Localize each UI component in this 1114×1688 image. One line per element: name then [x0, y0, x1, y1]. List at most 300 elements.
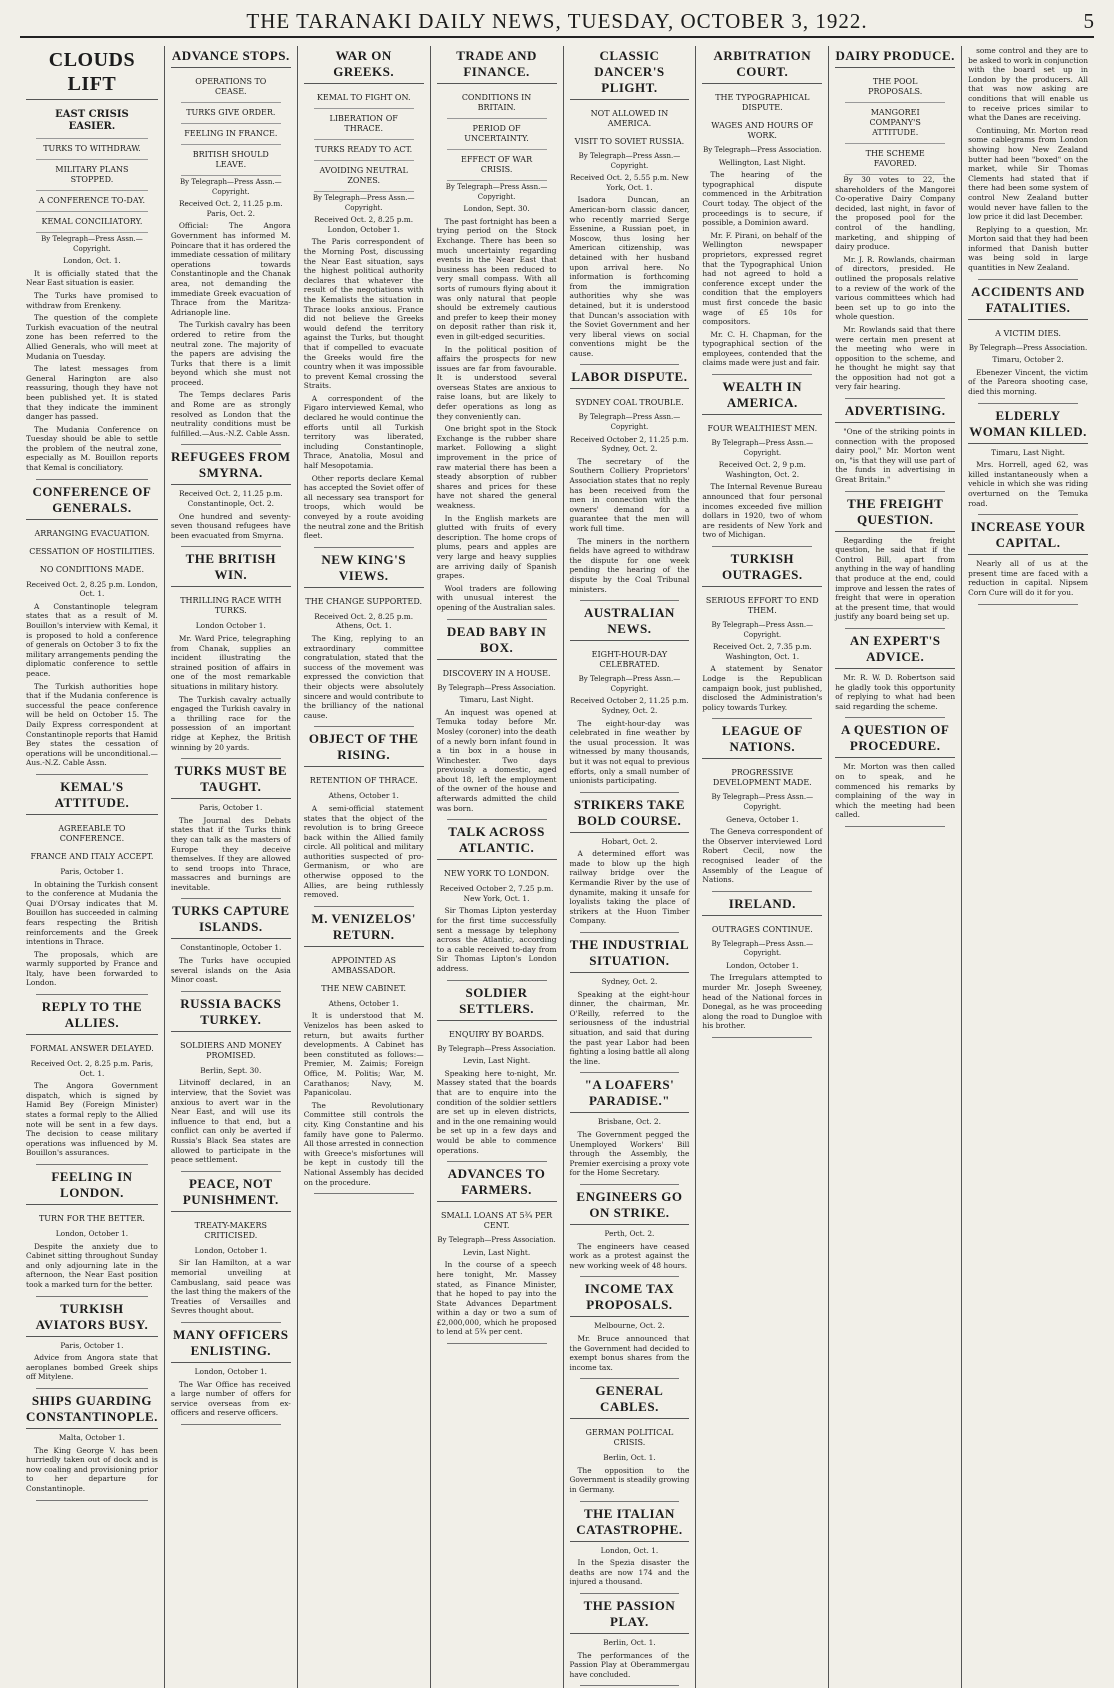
article [968, 46, 1088, 273]
article-headline: TURKISH AVIATORS BUSY. [26, 1299, 158, 1337]
article-paragraph: "One of the striking points in connection with the proposed dairy pool," Mr. Morton went on, "is that they will use part of the funds in advertising in Great Britain." [835, 427, 956, 485]
columns-grid [20, 46, 1094, 1679]
article [437, 822, 557, 973]
article-divider [712, 1037, 812, 1038]
article [26, 997, 158, 1158]
article-deck: THE SCHEME FAVORED. [845, 144, 945, 175]
article-byline: By Telegraph—Press Association. [437, 1236, 556, 1245]
column-8 [961, 46, 1094, 1688]
article-headline: AN EXPERT'S ADVICE. [835, 631, 955, 669]
article [171, 994, 291, 1165]
article-deck: THE TYPOGRAPHICAL DISPUTE. [715, 93, 810, 112]
article-divider [978, 604, 1078, 605]
article-deck: PERIOD OF UNCERTAINTY. [447, 119, 547, 150]
article-deck: KEMAL TO FIGHT ON. [314, 88, 414, 109]
article-divider [36, 774, 148, 775]
article-headline: A QUESTION OF PROCEDURE. [835, 720, 955, 758]
article [171, 447, 291, 540]
article-divider [712, 374, 812, 375]
article-dateline: Paris, October 1. [60, 1340, 124, 1350]
article-divider [580, 1378, 680, 1379]
article-headline: THE PASSION PLAY. [570, 1596, 690, 1634]
article [171, 901, 291, 984]
article-deck: ARRANGING EVACUATION. [34, 528, 150, 538]
article-headline: TURKS MUST BE TAUGHT. [171, 761, 291, 799]
article-paragraph: One hundred and seventy-seven thousand refugees have been evacuated from Smyrna. [170, 511, 291, 540]
article-dateline: Berlin, Oct. 1. [603, 1638, 656, 1648]
article-headline: THE BRITISH WIN. [171, 549, 291, 587]
article-dateline: Paris, October 1. [199, 803, 263, 813]
article-deck: SERIOUS EFFORT TO END THEM. [705, 596, 819, 615]
article-headline: DAIRY PRODUCE. [835, 46, 955, 68]
article-divider [580, 1501, 680, 1502]
article [570, 795, 690, 926]
article-paragraph: The King, replying to an extraordinary committee congratulation, stated that the success of the movement was expressed the conviction that their objects were absolutely sincere and would contribute to the brilliancy of the national cause. [303, 633, 424, 720]
article-deck: WAGES AND HOURS OF WORK. [711, 121, 814, 140]
article-headline: TURKS CAPTURE ISLANDS. [171, 901, 291, 939]
article-paragraph: The latest messages from General Harington are also reassuring, though they have not been published yet. It is stated that they indicate the imminent danger has passed. [26, 364, 158, 422]
article [26, 1299, 158, 1382]
article-divider [712, 718, 812, 719]
article-dateline: Sydney, Oct. 2. [601, 977, 658, 987]
article-byline: By Telegraph—Press Assn.—Copyright. [711, 621, 814, 639]
article-headline: INCREASE YOUR CAPITAL. [968, 517, 1088, 555]
article-dateline: London, October 1. [194, 1245, 268, 1255]
article-paragraph: The miners in the northern fields have agreed to withdraw the dispute for one week pending the hearing of the dispute by the Coal Tribunal ministers. [569, 536, 690, 594]
article-paragraph: Regarding the freight question, he said that if the Control Bill, apart from anything in the way of handling that produce at the end, could improve and lessen the rates of freight that were in operation at the present time, that would justify any board being set up. [835, 535, 956, 622]
article-headline: STRIKERS TAKE BOLD COURSE. [570, 795, 690, 833]
article [26, 1391, 158, 1494]
article [702, 894, 822, 1031]
article-paragraph: In the course of a speech here tonight, Mr. Massey stated, as Finance Minister, that he hoped to pay into the State Advances Department within a day or two a sum of £2,000,000, which he proposed to lend at 5¾ per cent. [436, 1260, 557, 1337]
article [835, 401, 955, 485]
article [171, 1174, 291, 1316]
article-deck: AGREEABLE TO CONFERENCE. [58, 823, 126, 843]
article-headline: AUSTRALIAN NEWS. [570, 603, 690, 641]
article-paragraph: Mr. F. Pirani, on behalf of the Wellington newspaper proprietors, expressed regret that the Typographical Union had not agreed to hold a conference except under the condition that the employers must first concede the basic wage of £5 10s for compositors. [702, 230, 823, 327]
article [968, 406, 1088, 509]
article-headline: WEALTH IN AMERICA. [702, 377, 822, 415]
article-divider [181, 1171, 281, 1172]
article-deck: AVOIDING NEUTRAL ZONES. [314, 161, 414, 192]
article-headline: CLASSIC DANCER'S PLIGHT. [570, 46, 690, 100]
article-dateline: Received October 2, 11.25 p.m. Sydney, Oct. 2. [570, 696, 689, 715]
article-paragraph: One bright spot in the Stock Exchange is the rubber share market. Following a slight improvement in the price of raw material there has been a steady absorption of rubber shares and prices for these have not shared the general weakness. [436, 424, 557, 510]
article-headline: SOLDIER SETTLERS. [437, 983, 557, 1021]
article-headline: THE ITALIAN CATASTROPHE. [570, 1504, 690, 1542]
article-deck: GERMAN POLITICAL CRISIS. [585, 1428, 674, 1448]
article-divider [845, 826, 945, 827]
article-dateline: London, October 1. [55, 1229, 129, 1238]
article-divider [580, 1685, 680, 1686]
article [304, 909, 424, 1187]
article-deck: SYDNEY COAL TROUBLE. [575, 398, 684, 408]
article-dateline: Constantinople, October 1. [180, 943, 282, 953]
column-6 [695, 46, 828, 1688]
article-headline: TURKISH OUTRAGES. [702, 549, 822, 587]
article-paragraph: The performances of the Passion Play at Oberammergau have concluded. [569, 1650, 690, 1679]
article-paragraph: A determined effort was made to blow up the high railway bridge over the Kermandie River by the use of dynamite, making it unsafe for loyalists taking the place of strikers at the Huon Timber Company. [569, 849, 690, 926]
article-headline: THE INDUSTRIAL SITUATION. [570, 935, 690, 973]
article-dateline: Levin, Last Night. [462, 1247, 531, 1257]
article-paragraph: An inquest was opened at Temuka today before Mr. Mosley (coroner) into the death of a newly born infant found in a tin box in a house in Winchester. Two days previously a domestic, aged about 18, left the employment of the owner of the house and afterwards admitted the child was born. [436, 707, 557, 813]
article-dateline: London, Sept. 30. [463, 204, 530, 214]
article-divider [447, 819, 547, 820]
article-divider [580, 1072, 680, 1073]
article-paragraph: The Paris correspondent of the Morning Post, discussing the Near East situation, says the highest political authority declares that whatever the result of the negotiations with the Kemalists the situation in Thrace looks anxious. France did not believe the Greeks would defend the territory against the Turks, but thought that if compelled to evacuate the Greeks would fire the country when it was impossible to prevent Kemal crossing the Straits. [303, 237, 424, 391]
article-headline: "A LOAFERS' PARADISE." [570, 1075, 690, 1113]
article-dateline: Received Oct. 2, 8.25 p.m. Athens, Oct. 1. [314, 611, 414, 631]
article-divider [36, 1164, 148, 1165]
article [835, 631, 955, 711]
article-dateline: Berlin, Oct. 1. [603, 1453, 656, 1463]
article-headline: CLOUDS LIFT [26, 46, 158, 100]
article-dateline: Levin, Last Night. [462, 1056, 531, 1066]
article-paragraph: Continuing, Mr. Morton read some cablegrams from London showing how New Zealand butter had been "boxed" on the market, while Sir Thomas Clements had stated that if there had been some system of control New Zealand butter would never have fallen to the low price it did last December. [968, 125, 1088, 222]
article-divider [712, 891, 812, 892]
article [26, 777, 158, 988]
article-deck: CONDITIONS IN BRITAIN. [447, 88, 547, 119]
article-divider [181, 1322, 281, 1323]
article [702, 377, 822, 540]
article-deck: NOT ALLOWED IN AMERICA. [590, 109, 669, 128]
article-dateline: Received Oct. 2, 9 p.m. Washington, Oct. 2. [718, 460, 806, 479]
article-deck: OPERATIONS TO CEASE. [181, 72, 281, 103]
article [304, 729, 424, 900]
article-dateline: Received Oct. 2, 11.25 p.m. Constantinople, Oct. 2. [178, 489, 283, 509]
article-divider [36, 1388, 148, 1389]
article-headline: INCOME TAX PROPOSALS. [570, 1279, 690, 1317]
article-deck: FORMAL ANSWER DELAYED. [30, 1044, 154, 1054]
article-paragraph: Mr. R. W. D. Robertson said he gladly took this opportunity of replying to what had been said regarding the scheme. [835, 672, 956, 711]
article-byline: By Telegraph—Press Assn.—Copyright. [41, 235, 143, 253]
article [570, 46, 690, 358]
article-paragraph: Replying to a question, Mr. Morton said that they had been informed that Danish butter was being sold in large quantities in New Zealand. [968, 224, 1088, 273]
article-deck: DISCOVERY IN A HOUSE. [442, 668, 551, 678]
article-byline: By Telegraph—Press Assn.—Copyright. [445, 183, 548, 201]
article-headline: TALK ACROSS ATLANTIC. [437, 822, 557, 860]
article-dateline: Received Oct. 2, 8.25 p.m. Paris, Oct. 1. [30, 1059, 154, 1078]
article-headline: IRELAND. [702, 894, 822, 916]
article-paragraph: Nearly all of us at the present time are faced with a reduction in capital. Nipsem Corn Cure will do it for you. [968, 559, 1088, 597]
article-dateline: Malta, October 1. [58, 1432, 125, 1442]
article-dateline: Timaru, Last Night. [459, 695, 534, 705]
article-paragraph: Mr. Rowlands said that there were certain men present at the meeting who were in opposition to the scheme, and he thought he might say that the opposition had not got a very fair hearing. [835, 324, 956, 392]
article-divider [181, 546, 281, 547]
article-deck: APPOINTED AS AMBASSADOR. [331, 955, 397, 975]
article-paragraph: It is understood that M. Venizelos has been asked to return, but awaits further developments. A Cabinet has been constituted as follows:—Premier, M. Zaimis; Foreign Office, M. Politis; War, M. Carathanos; Navy, M. Papanicolau. [303, 1011, 424, 1098]
article-headline: PEACE, NOT PUNISHMENT. [171, 1174, 291, 1212]
article-headline: ADVANCES TO FARMERS. [437, 1164, 557, 1202]
article [968, 282, 1088, 397]
article-headline: MANY OFFICERS ENLISTING. [171, 1325, 291, 1363]
article-byline: By Telegraph—Press Assn.—Copyright. [711, 939, 814, 958]
article-paragraph: Mr. Bruce announced that the Government had decided to exempt bonus shares from the income tax. [569, 1333, 690, 1372]
article-dateline: Hobart, Oct. 2. [601, 836, 658, 846]
article-deck: A VICTIM DIES. [995, 328, 1061, 338]
article-paragraph: Mr. Morton was then called on to speak, and he commenced his remarks by complaining of the way in which the meeting had been called. [835, 762, 956, 820]
article-divider [580, 364, 680, 365]
article [171, 46, 291, 438]
article-deck: EFFECT OF WAR CRISIS. [447, 150, 547, 181]
article-paragraph: The Turkish authorities hope that if the Mudania conference is successful the peace conference will be held on October 15. The Daily Express correspondent at Constantinople reports that Hamid Bey states the cessation of operations will be unconditional.—Aus.-N.Z. Cable Assn. [26, 681, 158, 768]
article-deck: TURN FOR THE BETTER. [38, 1214, 145, 1223]
article-paragraph: The Internal Revenue Bureau announced that four personal incomes exceeded five million dollars in 1920, two of whom are residents of New York and two of Michigan. [702, 482, 823, 540]
column-5 [563, 46, 696, 1688]
article [437, 983, 557, 1156]
article [26, 1167, 158, 1290]
article [171, 761, 291, 892]
article-byline: By Telegraph—Press Association. [703, 146, 822, 154]
article-divider [36, 1500, 148, 1501]
article-dateline: Received Oct. 2, 11.25 p.m. Paris, Oct. 2. [178, 199, 283, 218]
article-divider [181, 1424, 281, 1425]
article-paragraph: Official: The Angora Government has informed M. Poincare that it has ordered the immediate cessation of military operations towards Constantinople and the Chanak area, not demanding the immediate Greek evacuation of Thrace from the Maritza-Adrianople line. [170, 221, 291, 317]
article-dateline: London, Oct. 1. [63, 256, 121, 266]
article-divider [314, 1193, 414, 1194]
article-paragraph: Mr. J. R. Rowlands, chairman of directors, presided. He outlined the proposals relative to a review of the work of the various committees which had been set up to go into the whole question. [835, 254, 956, 322]
article-deck: NO CONDITIONS MADE. [39, 564, 145, 574]
article-deck: EAST CRISIS EASIER. [36, 104, 148, 139]
article-divider [447, 1161, 547, 1162]
article-dateline: Perth, Oct. 2. [604, 1228, 655, 1238]
article [570, 1187, 690, 1270]
article-paragraph: The Irregulars attempted to murder Mr. Joseph Sweeney, head of the National forces in Donegal, as he was proceeding along the road to Dungloe with his brother. [702, 973, 823, 1031]
article-headline: RUSSIA BACKS TURKEY. [171, 994, 291, 1032]
article-paragraph: Mr. C. H. Chapman, for the typographical section of the employees, contended that the claims made were just and fair. [702, 329, 823, 368]
article-paragraph: In obtaining the Turkish consent to the conference at Mudania the Quai D'Orsay indicates that M. Bouillon has succeeded in calming fears respecting the British reinforcements and the Greek intentions in Thrace. [26, 879, 158, 947]
article-paragraph: The Mudania Conference on Tuesday should be able to settle the problem of the neutral zone, especially as M. Bouillon reports that Kemal is conciliatory. [26, 424, 158, 473]
article-dateline: Athens, October 1. [328, 998, 399, 1008]
article-deck: THRILLING RACE WITH TURKS. [180, 596, 282, 616]
article-divider [580, 1593, 680, 1594]
article-dateline: Received Oct. 2, 5.55 p.m. New York, Oct. 1. [570, 173, 689, 192]
article-paragraph: A correspondent of the Figaro interviewed Kemal, who declared he would continue the efforts until all Turkish territory was liberated, including Constantinople, Thrace, Anatolia, Mosul and half Mesopotamia. [303, 393, 424, 471]
article-deck: ENQUIRY BY BOARDS. [449, 1029, 545, 1039]
article-dateline: London, Oct. 1. [600, 1545, 659, 1555]
article-deck: FRANCE AND ITALY ACCEPT. [30, 851, 154, 861]
column-3 [297, 46, 430, 1688]
article-dateline: London October 1. [195, 621, 266, 631]
article-headline: NEW KING'S VIEWS. [304, 550, 424, 588]
article-dateline: Paris, October 1. [60, 866, 124, 876]
article [570, 1596, 690, 1679]
article-divider [978, 514, 1078, 515]
article-headline: FEELING IN LONDON. [26, 1167, 158, 1205]
article-dateline: Timaru, Last Night. [991, 447, 1065, 457]
article-headline: LEAGUE OF NATIONS. [702, 721, 822, 759]
article-divider [181, 444, 281, 445]
article-deck: TURKS TO WITHDRAW. [36, 139, 148, 160]
article [835, 46, 955, 392]
article [570, 935, 690, 1066]
article-paragraph: The Turkish cavalry has been ordered to retire from the neutral zone. The majority of the papers are advising the Turks that there is a limit beyond which she must not proceed. [170, 320, 291, 387]
article-divider [314, 726, 414, 727]
article-paragraph: The question of the complete Turkish evacuation of the neutral zone has been referred to the Allied Generals, who will meet at Mudania on Tuesday. [26, 313, 158, 361]
article-deck: TURKS GIVE ORDER. [181, 103, 281, 124]
article-deck: A CONFERENCE TO-DAY. [36, 191, 148, 212]
article-deck: TREATY-MAKERS CRITICISED. [194, 1220, 267, 1240]
article [702, 721, 822, 884]
article-paragraph: Sir Thomas Lipton yesterday for the first time successfully sent a message by telephony across the Atlantic, according to a cable received to-day from Sir Thomas Lipton's London address. [436, 906, 557, 973]
article [437, 46, 557, 613]
article-paragraph: The Geneva correspondent of the Observer interviewed Lord Robert Cecil, now the recognised leader of the Assembly of the League of Nations. [702, 827, 823, 885]
article-deck: TURKS READY TO ACT. [314, 140, 414, 161]
article-divider [36, 479, 148, 480]
article [304, 550, 424, 721]
article-dateline: Athens, October 1. [328, 791, 399, 801]
article-paragraph: The opposition to the Government is steadily growing in Germany. [569, 1465, 690, 1495]
article-dateline: Berlin, Sept. 30. [200, 1065, 262, 1075]
article-dateline: Received October 2, 11.25 p.m. Sydney, Oct. 2. [570, 434, 689, 454]
article-deck: RETENTION OF THRACE. [309, 776, 418, 786]
article-byline: By Telegraph—Press Association. [437, 1044, 556, 1053]
article-divider [712, 546, 812, 547]
article [570, 1075, 690, 1178]
article-headline: REPLY TO THE ALLIES. [26, 997, 158, 1035]
article-deck: MILITARY PLANS STOPPED. [36, 160, 148, 191]
article-deck: EIGHT-HOUR-DAY CELEBRATED. [591, 650, 668, 670]
article-paragraph: The Angora Government dispatch, which is signed by Hamid Bey (Foreign Minister) states a formal reply to the Allied note will be sent in a few days. The decision to cease military operations was influenced by M. Bouillon's assurances. [26, 1081, 158, 1158]
article-deck: THE CHANGE SUPPORTED. [305, 596, 422, 606]
article [570, 367, 690, 594]
article [570, 1381, 690, 1494]
article-paragraph: The engineers have ceased work as a protest against the new working week of 48 hours. [569, 1241, 690, 1270]
article-paragraph: Litvinoff declared, in an interview, that the Soviet was anxious to avert war in the Near East, and will use its influence to that end, but a conflict can only be averted if Russia's Black Sea states are allowed to participate in the peace settlement. [170, 1078, 291, 1165]
article-divider [36, 1296, 148, 1297]
article-paragraph: In the English markets are glutted with fruits of every description. The home crops of plums, pears and apples are very large and heavy supplies are arriving daily of Spanish grapes. [436, 513, 557, 581]
article [437, 1164, 557, 1337]
article-headline: WAR ON GREEKS. [304, 46, 424, 84]
article-headline: ACCIDENTS AND FATALITIES. [968, 282, 1088, 320]
article-byline: By Telegraph—Press Association. [968, 343, 1088, 352]
column-2 [164, 46, 297, 1688]
article-headline: ADVERTISING. [835, 401, 955, 423]
article-paragraph: Speaking at the eight-hour dinner, the chairman, Mr. O'Reilly, referred to the seriousness of the industrial situation, and said that during the past year Labor had been fighting a losing battle all along the line. [569, 989, 690, 1066]
article-paragraph: Despite the anxiety due to Cabinet sitting throughout Sunday and only adjourning late in the afternoon, the Near East position took a marked turn for the better. [26, 1241, 158, 1289]
article-paragraph: It is officially stated that the Near East situation is easier. [26, 268, 158, 288]
article-byline: By Telegraph—Press Assn.—Copyright. [312, 194, 415, 212]
article-paragraph: some control and they are to be asked to work in conjunction with the board set up in London by the producers. All that was now asking are conditions that will enable us to receive prices similar to what the Danes are receiving. [968, 46, 1088, 123]
article-deck: FOUR WEALTHIEST MEN. [707, 424, 818, 434]
article-deck: NEW YORK TO LONDON. [443, 869, 550, 879]
article-deck: FEELING IN FRANCE. [181, 124, 281, 145]
article-divider [978, 403, 1078, 404]
article-dateline: London, October 1. [194, 1366, 268, 1376]
column-7 [828, 46, 961, 1688]
article-byline: By Telegraph—Press Assn.—Copyright. [711, 793, 814, 811]
article-headline: ADVANCE STOPS. [171, 46, 291, 68]
article-paragraph: Advice from Angora state that aeroplanes bombed Greek ships off Mitylene. [26, 1353, 158, 1382]
article-headline: ENGINEERS GO ON STRIKE. [570, 1187, 690, 1225]
article-paragraph: Wool traders are following with unusual interest the opening of the Australian sales. [436, 583, 557, 612]
article-divider [978, 279, 1078, 280]
article-divider [580, 792, 680, 793]
article-headline: THE FREIGHT QUESTION. [835, 494, 955, 532]
article-headline: M. VENIZELOS' RETURN. [304, 909, 424, 947]
article-dateline: Wellington, Last Night. [718, 157, 806, 167]
article-paragraph: Ebenezer Vincent, the victim of the Pareora shooting case, died this morning. [968, 367, 1088, 397]
article-paragraph: The King George V. has been hurriedly taken out of dock and is now coaling and provisioning prior to her departure for Constantinople. [26, 1445, 158, 1493]
article [26, 482, 158, 768]
article-divider [181, 898, 281, 899]
article-deck: SOLDIERS AND MONEY PROMISED. [180, 1040, 282, 1060]
article [835, 720, 955, 820]
article-paragraph: Mr. Ward Price, telegraphing from Chanak, supplies an incident illustrating the strained position of affairs in one of the most remarkable situations in military history. [170, 634, 291, 691]
article-paragraph: The Turks have promised to withdraw from Erenkeny. [26, 290, 158, 310]
article-divider [845, 398, 945, 399]
article [968, 517, 1088, 597]
article [570, 603, 690, 786]
article-paragraph: The past fortnight has been a trying period on the Stock Exchange. There has been so much uncertainty regarding events in the Near East that business has been reduced to very small compass. With all sorts of rumours flying about it was only natural that people should be extremely cautious and prefer to keep their money on deposit rather than risk it, even in gilt-edged securities. [436, 216, 557, 341]
article-dateline: Received October 2, 7.25 p.m. New York, Oct. 1. [439, 884, 554, 903]
article-byline: By Telegraph—Press Assn.—Copyright. [578, 675, 681, 693]
article-headline: SHIPS GUARDING CONSTANTINOPLE. [26, 1391, 158, 1429]
article-dateline: Timaru, October 2. [992, 355, 1064, 365]
article-paragraph: Mrs. Horrell, aged 62, was killed instantaneously when a vehicle in which she was riding overturned on the Temuka road. [968, 460, 1088, 508]
article-divider [580, 1184, 680, 1185]
article-divider [314, 547, 414, 548]
article-paragraph: The eight-hour-day was celebrated in fine weather by the usual procession. It was witnessed by many thousands, but it was not equal to previous efforts, only a small number of unionists participating. [569, 718, 690, 786]
article-paragraph: The Turkish cavalry actually engaged the Turkish cavalry in a thrilling race for the possession of an important ridge at Kephez, the British winning by 20 yards. [170, 694, 291, 752]
article-divider [580, 932, 680, 933]
article-paragraph: Isadora Duncan, an American-born classic dancer, who recently married Serge Essenine, a Russian poet, in Moscow, thus losing her American citizenship, was detained with her husband upon arrival here. No information is forthcoming from the immigration authorities why she was detained, but it is understood that Duncan's association with the Soviet Government and her very liberal views on social conventions might be the cause. [569, 195, 690, 358]
article-dateline: Received Oct. 2, 8.25 p.m. London, October 1. [314, 215, 414, 234]
article [702, 549, 822, 712]
article [26, 46, 158, 473]
article-paragraph: The Turks have occupied several islands on the Asia Minor coast. [170, 956, 291, 985]
article [570, 1504, 690, 1587]
article-headline: ARBITRATION COURT. [702, 46, 822, 84]
masthead-title: THE TARANAKI DAILY NEWS, TUESDAY, OCTOBER 3, 1922. [246, 8, 868, 33]
article-dateline: Geneva, October 1. [726, 814, 799, 824]
article-divider [845, 628, 945, 629]
article-paragraph: A semi-official statement states that the object of the revolution is to bring Greece back within the Allied family circle. All political and military authorities suspected of pro-Germanism, or who are otherwise opposed to the Allies, are being ruthlessly removed. [303, 803, 424, 900]
article-divider [447, 980, 547, 981]
article-byline: By Telegraph—Press Assn.—Copyright. [711, 439, 814, 457]
article-paragraph: The hearing of the typographical dispute commenced in the Arbitration Court today. The object of the proceedings is to secure, if possible, a Dominion award. [702, 170, 823, 228]
column-1 [20, 46, 164, 1688]
article-divider [181, 758, 281, 759]
article [702, 46, 822, 368]
article-paragraph: The Government pegged the Unemployed Workers' Bill through the Assembly, the Premier exercising a proxy vote for the Home Secretary. [569, 1129, 690, 1178]
article [304, 46, 424, 541]
article-byline: By Telegraph—Press Association. [437, 683, 556, 692]
article-deck: SMALL LOANS AT 5¾ PER CENT. [440, 1211, 553, 1231]
article-dateline: Received Oct. 2, 8.25 p.m. London, Oct. 1. [26, 579, 158, 599]
article-paragraph: Speaking here to-night, Mr. Massey stated that the boards that are to enquire into the condition of the soldier settlers are set up in eleven districts, and in the one remaining would be set up in a few days and would be able to commence operations. [436, 1068, 557, 1155]
article-deck: VISIT TO SOVIET RUSSIA. [574, 137, 685, 146]
article-paragraph: The Temps declares Paris and Rome are as strongly resolved as London that the neutrality conditions must be fulfilled.—Aus.-N.Z. Cable Assn. [170, 390, 291, 438]
article-divider [314, 906, 414, 907]
page-number: 5 [1083, 8, 1094, 33]
article-paragraph: A Constantinople telegram states that as a result of M. Bouillon's interview with Kemal, it is proposed to hold a conference of generals on October 3 to fix the military arrangements pending the diplomatic conference to settle peace. [26, 601, 158, 678]
article-byline: By Telegraph—Press Assn.—Copyright. [180, 178, 282, 196]
article-paragraph: The secretary of the Southern Colliery Proprietors' Association states that no reply has been received from the men in connection with the owners' demand for a guarantee that the men will work full time. [569, 456, 690, 533]
article [171, 549, 291, 752]
article-dateline: Brisbane, Oct. 2. [597, 1117, 661, 1127]
article-deck: THE NEW CABINET. [321, 983, 407, 993]
article-divider [181, 991, 281, 992]
article-byline: By Telegraph—Press Assn.—Copyright. [578, 152, 681, 170]
article-paragraph: Sir Ian Hamilton, at a war memorial unveiling at Cambuslang, said peace was the last thing the makers of the Treaties of Versailles and Sevres thought about. [170, 1258, 291, 1316]
article [171, 1325, 291, 1418]
article-divider [447, 1343, 547, 1344]
article-divider [36, 994, 148, 995]
column-4 [430, 46, 563, 1688]
article-paragraph: In the political position of affairs the prospects for new issues are far from favourable. It is understood several overseas States are anxious to raise loans, but are likely to defer operations as long as they conveniently can. [436, 344, 557, 421]
article-deck: KEMAL CONCILIATORY. [36, 212, 148, 233]
